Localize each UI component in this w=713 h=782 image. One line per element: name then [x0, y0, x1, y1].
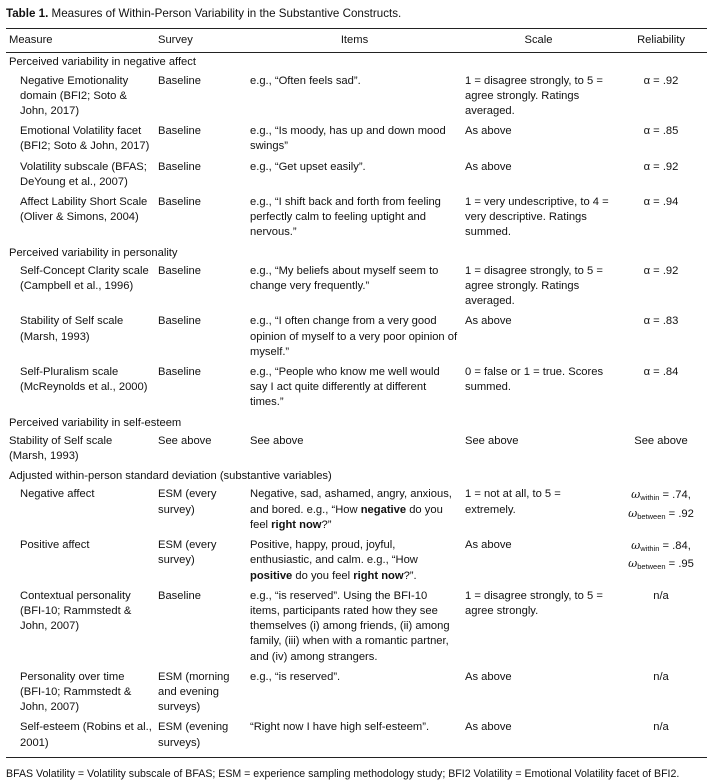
items-cell: e.g., “is reserved”. [250, 670, 341, 683]
col-header-reliability: Reliability [615, 29, 707, 53]
items-cell: “Right now I have high self-esteem”. [247, 718, 462, 757]
items-cell: Negative, sad, ashamed, angry, anxious, and bored. e.g., “How negative do you feel right now?” [250, 488, 452, 531]
col-header-survey: Survey [155, 29, 247, 53]
items-cell: e.g., “Get upset easily”. [250, 160, 366, 173]
table-row [6, 485, 707, 536]
survey-cell: Baseline [158, 589, 201, 602]
measure-cell: Self-Concept Clarity scale (Campbell et al., 1996) [20, 264, 149, 293]
scale-cell: 1 = disagree strongly, to 5 = agree strongly. Ratings averaged. [465, 264, 603, 308]
items-cell: See above [250, 434, 304, 447]
measure-cell: Emotional Volatility facet (BFI2; Soto & John, 2017) [20, 125, 150, 153]
scale-cell: As above [465, 670, 512, 683]
measure-cell: Affect Lability Short Scale (Oliver & Simons, 2004) [20, 196, 148, 224]
reliability-cell: α = .92 [643, 160, 679, 173]
scale-cell: As above [465, 125, 512, 138]
reliability-cell: α = .92 [643, 264, 679, 277]
scale-cell: 1 = disagree strongly, to 5 = agree strongly. [465, 589, 603, 617]
table-row [6, 72, 707, 123]
table-row [6, 193, 707, 244]
reliability-cell: α = .94 [643, 196, 679, 209]
items-cell: e.g., “I shift back and forth from feeling perfectly calm to feeling uptight and nervous.” [250, 196, 441, 239]
survey-cell: Baseline [158, 366, 201, 379]
measure-cell: Self-Pluralism scale (McReynolds et al., 2000) [20, 366, 148, 394]
table-row [6, 587, 707, 668]
scale-cell: As above [462, 718, 615, 757]
reliability-cell: α = .85 [643, 125, 679, 138]
reliability-cell: α = .83 [643, 315, 679, 328]
table-row [6, 432, 707, 467]
table-row [6, 262, 707, 313]
table-row [6, 122, 707, 157]
table-caption [6, 6, 707, 21]
measure-cell: Contextual personality (BFI-10; Rammstedt & John, 2007) [20, 589, 132, 633]
measure-cell: Negative Emotionality domain (BFI2; Soto & John, 2017) [20, 74, 129, 118]
survey-cell: Baseline [158, 74, 201, 87]
table-row [6, 718, 707, 757]
scale-cell: As above [465, 160, 512, 173]
scale-cell: 1 = not at all, to 5 = extremely. [465, 488, 561, 516]
table-title: Measures of Within-Person Variability in the Substantive Constructs. [51, 7, 402, 20]
scale-cell: See above [465, 434, 519, 447]
scale-cell: 0 = false or 1 = true. Scores summed. [465, 366, 604, 394]
measure-cell: Stability of Self scale (Marsh, 1993) [20, 315, 124, 343]
scale-cell: 1 = disagree strongly, to 5 = agree strongly. Ratings averaged. [465, 74, 603, 118]
survey-cell: Baseline [158, 125, 201, 138]
reliability-cell: n/a [615, 718, 707, 757]
col-header-scale: Scale [462, 29, 615, 53]
col-header-items: Items [247, 29, 462, 53]
measure-cell: Stability of Self scale (Marsh, 1993) [9, 434, 113, 463]
scale-cell: As above [465, 539, 512, 552]
reliability-cell: $\omega_{within} = .74$, $\omega_{between} = .92$ [628, 488, 694, 521]
table-row [6, 363, 707, 414]
survey-cell: ESM (morning and evening surveys) [158, 670, 230, 714]
table-row [6, 668, 707, 719]
scale-cell: As above [465, 315, 512, 328]
reliability-cell: See above [634, 434, 688, 447]
table-row [6, 158, 707, 193]
items-cell: Positive, happy, proud, joyful, enthusiastic, and calm. e.g., “How positive do you feel right now?”. [250, 539, 418, 582]
measures-table [6, 28, 707, 758]
survey-cell: Baseline [158, 160, 201, 173]
survey-cell: See above [158, 434, 212, 447]
col-header-measure: Measure [6, 29, 155, 53]
measure-cell: Negative affect [20, 488, 95, 501]
reliability-cell: α = .92 [643, 74, 679, 87]
items-cell: e.g., “People who know me well would say I act quite differently at different times.” [250, 366, 440, 409]
reliability-cell: $\omega_{within} = .84$, $\omega_{between} = .95$ [628, 539, 694, 572]
measure-cell: Positive affect [20, 539, 90, 552]
survey-cell: ESM (every survey) [158, 488, 217, 516]
measure-cell: Volatility subscale (BFAS; DeYoung et al., 2007) [20, 160, 147, 188]
measure-cell: Self-esteem (Robins et al., 2001) [6, 718, 155, 757]
items-cell: e.g., “Is moody, has up and down mood swings” [250, 125, 446, 153]
survey-cell: Baseline [158, 196, 201, 209]
reliability-cell: α = .84 [643, 366, 679, 379]
items-cell: e.g., “is reserved”. Using the BFI-10 items, participants rated how they see themselves (i) among friends, (ii) among family, (iii) when with a romantic partner, and (iv) among strangers. [250, 589, 450, 663]
table-row [6, 536, 707, 587]
survey-cell: Baseline [158, 315, 201, 328]
header-row [6, 29, 707, 53]
table-row [6, 312, 707, 363]
section-negative-affect: Perceived variability in negative affect [9, 56, 196, 69]
reliability-cell: n/a [653, 589, 669, 602]
table-label: Table 1. [6, 7, 49, 20]
survey-cell: ESM (every survey) [158, 539, 217, 567]
survey-cell: Baseline [158, 264, 201, 277]
survey-cell: ESM (evening surveys) [155, 718, 247, 757]
scale-cell: 1 = very undescriptive, to 4 = very descriptive. Ratings summed. [465, 196, 609, 239]
items-cell: e.g., “I often change from a very good opinion of myself to a very poor opinion of myself.” [250, 315, 458, 358]
reliability-cell: n/a [653, 670, 669, 683]
items-cell: e.g., “Often feels sad”. [250, 74, 361, 87]
section-adjusted-sd: Adjusted within-person standard deviation (substantive variables) [9, 470, 332, 483]
section-self-esteem: Perceived variability in self-esteem [9, 416, 182, 429]
items-cell: e.g., “My beliefs about myself seem to change very frequently.” [250, 264, 439, 293]
section-personality: Perceived variability in personality [9, 246, 178, 259]
table-footnote: BFAS Volatility = Volatility subscale of BFAS; ESM = experience sampling methodology study; BFI2 Volatility = Emotional Volatility facet of BFI2. [6, 767, 680, 780]
measure-cell: Personality over time (BFI-10; Rammstedt & John, 2007) [20, 670, 132, 714]
